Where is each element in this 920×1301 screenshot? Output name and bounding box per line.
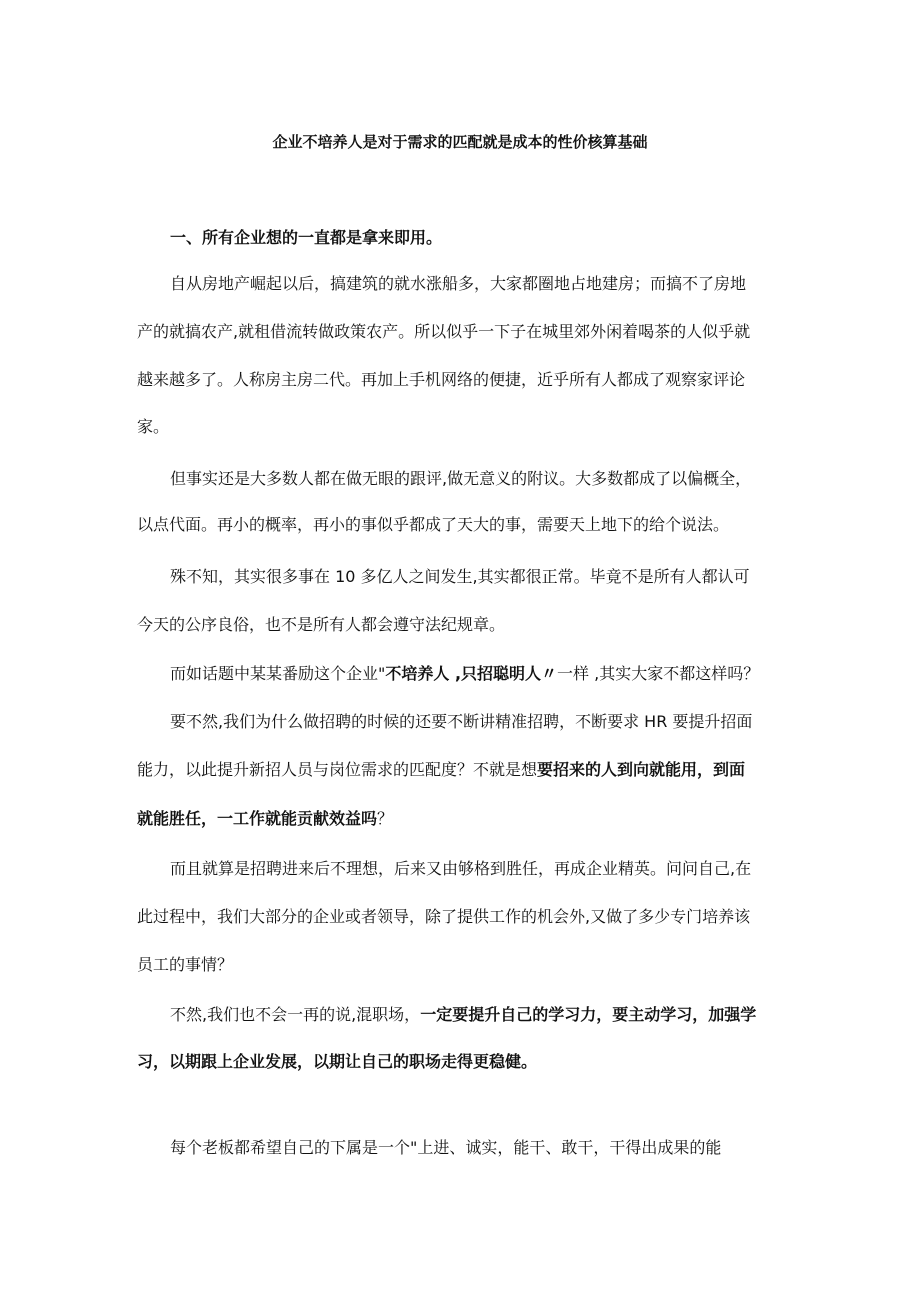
- paragraph-4-bold-quote: 不培养人 ,只招聪明人〃: [385, 664, 558, 683]
- paragraph-5-line-1: 要不然,我们为什么做招聘的时候的还要不断讲精准招聘，不断要求 HR 要提升招面: [170, 712, 753, 731]
- paragraph-6-line-1: 而且就算是招聘进来后不理想，后来又由够格到胜任，再成企业精英。问问自己,在: [170, 859, 752, 878]
- paragraph-6-line-3: 员工的事情？: [137, 955, 234, 974]
- paragraph-2-line-2: 以点代面。再小的概率，再小的事似乎都成了天大的事，需要天上地下的给个说法。: [137, 515, 730, 534]
- paragraph-4-text-c: 一样 ,其实大家不都这样吗？: [557, 664, 760, 683]
- paragraph-1-line-4: 家。: [137, 417, 170, 436]
- paragraph-7-line-1: [170, 1003, 756, 1027]
- paragraph-7-bold-a: 一定要提升自己的学习力，要主动学习，加强学: [420, 1005, 757, 1024]
- paragraph-4-line-1: [170, 662, 759, 686]
- paragraph-1-line-1: 自从房地产崛起以后，搞建筑的就水涨船多，大家都圈地占地建房；而搞不了房地: [170, 274, 747, 293]
- paragraph-5-bold-a: 要招来的人到向就能用，到面: [537, 760, 746, 779]
- paragraph-1-line-2: 产的就搞农产,就租借流转做政策农产。所以似乎一下子在城里郊外闲着喝茶的人似乎就: [137, 322, 751, 341]
- paragraph-5-line-2: [137, 758, 745, 782]
- paragraph-5-text-b: ？: [377, 809, 394, 828]
- paragraph-7-bold-b: 习，以期跟上企业发展，以期让自己的职场走得更稳健。: [137, 1052, 538, 1071]
- paragraph-5-line-3: [137, 807, 393, 831]
- paragraph-2-line-1: 但事实还是大多数人都在做无眼的跟评,做无意义的附议。大多数都成了以偏概全，: [170, 469, 752, 488]
- paragraph-7-line-2: [137, 1050, 537, 1074]
- paragraph-8-line-1: 每个老板都希望自己的下属是一个"上进、诚实，能干、敢干，干得出成果的能: [170, 1138, 722, 1157]
- paragraph-1-line-3: 越来越多了。人称房主房二代。再加上手机网络的便捷，近乎所有人都成了观察家评论: [137, 370, 746, 389]
- paragraph-4-text-a: 而如话题中某某番励这个企业": [170, 664, 386, 683]
- section-heading: 一、所有企业想的一直都是拿来即用。: [170, 228, 443, 247]
- paragraph-5-bold-b: 就能胜任，一工作就能贡献效益吗: [137, 809, 378, 828]
- paragraph-3-line-2: 今天的公序良俗，也不是所有人都会遵守法纪规章。: [137, 615, 506, 634]
- paragraph-6-line-2: 此过程中，我们大部分的企业或者领导，除了提供工作的机会外,又做了多少专门培养该: [137, 907, 751, 926]
- document-title: 企业不培养人是对于需求的匹配就是成本的性价核算基础: [272, 133, 648, 151]
- paragraph-3-line-1: 殊不知，其实很多事在 10 多亿人之间发生,其实都很正常。毕竟不是所有人都认可: [170, 567, 750, 586]
- paragraph-7-text-a: 不然,我们也不会一再的说,混职场，: [170, 1005, 421, 1024]
- paragraph-5-text-a: 能力，以此提升新招人员与岗位需求的匹配度？不就是想: [137, 760, 538, 779]
